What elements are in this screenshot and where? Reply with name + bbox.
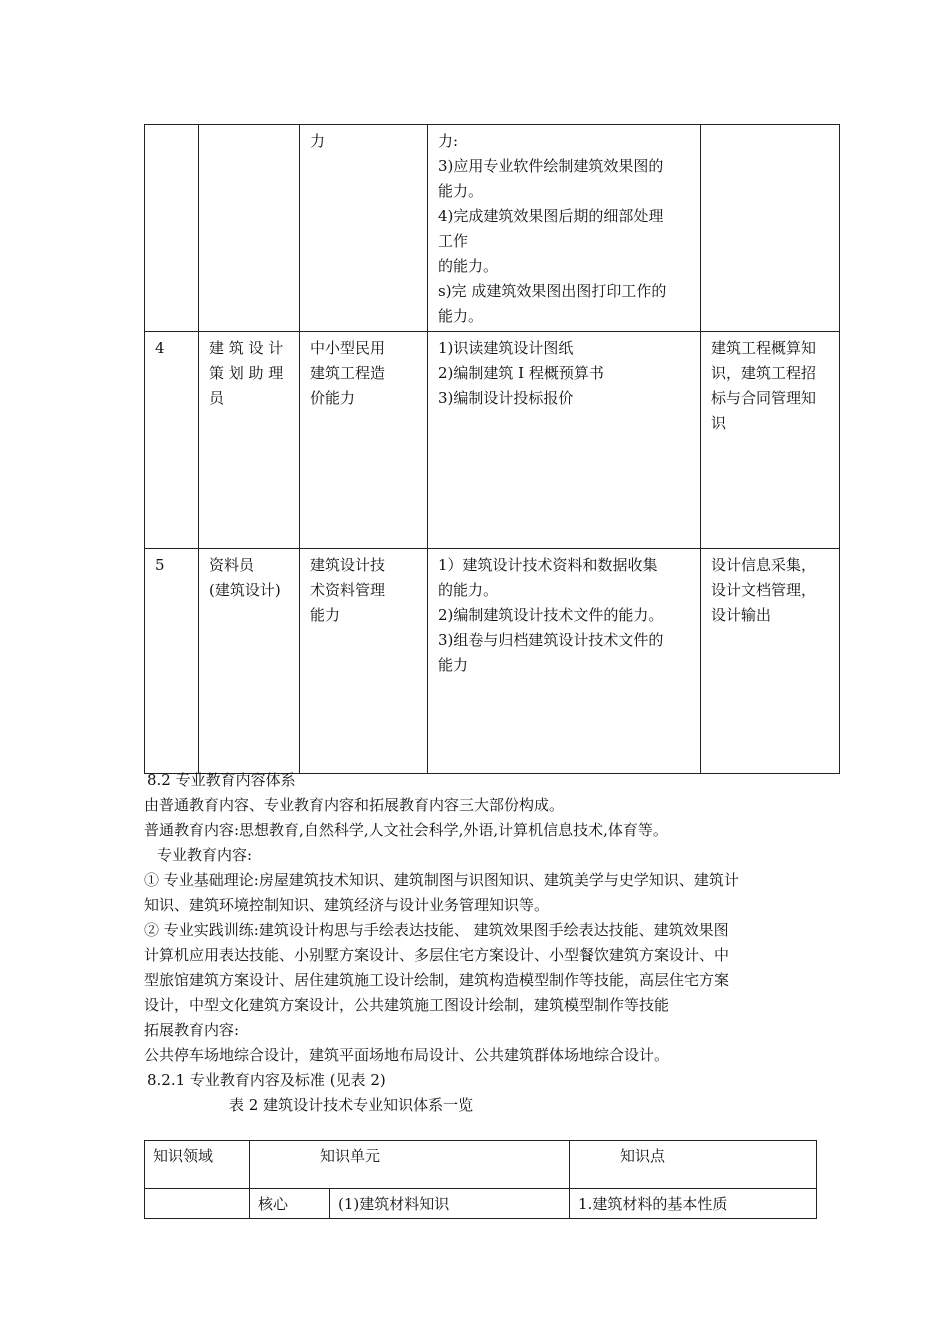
paragraph-foundation-theory — [144, 868, 824, 918]
cell-knowledge — [701, 332, 840, 549]
text-line: ① 专业基础理论:房屋建筑技术知识、建筑制图与识图知识、建筑美学与史学知识、建筑计 — [144, 871, 739, 889]
paragraph: 公共停车场地综合设计，建筑平面场地布局设计、公共建筑群体场地综合设计。 — [144, 1046, 670, 1064]
paragraph: 拓展教育内容: — [144, 1021, 240, 1039]
section-heading-8-2-1: 8.2.1 专业教育内容及标准 (见表 2) — [147, 1071, 386, 1089]
table-row — [145, 125, 840, 332]
cell-area — [145, 1189, 250, 1219]
text-line: 知识、建筑环境控制知识、建筑经济与设计业务管理知识等。 — [144, 896, 550, 914]
text-line: 中小型民用 — [310, 339, 386, 357]
text-line: 资料员 — [209, 556, 255, 574]
table-caption: 表 2 建筑设计技术专业知识体系一览 — [229, 1096, 474, 1114]
table-row — [145, 549, 840, 774]
text-line: 建筑工程造 — [310, 364, 386, 382]
text-line: 建 筑 设 计 — [209, 339, 284, 357]
cell-no: 4 — [145, 332, 199, 549]
text-line: 力: — [438, 132, 459, 150]
text-line: 的能力。 — [438, 581, 499, 599]
cell-knowledge — [701, 125, 840, 332]
table-header-row — [145, 1141, 817, 1189]
text-line: 型旅馆建筑方案设计、居住建筑施工设计绘制，建筑构造模型制作等技能，高层住宅方案 — [144, 971, 730, 989]
cell-position — [199, 549, 300, 774]
text-line: ② 专业实践训练:建筑设计构思与手绘表达技能、 建筑效果图手绘表达技能、建筑效果图 — [144, 921, 729, 939]
text-line: 计算机应用表达技能、小别墅方案设计、多层住宅方案设计、小型餐饮建筑方案设计、中 — [144, 946, 730, 964]
cell-category: 核心 — [250, 1189, 330, 1219]
knowledge-system-table — [144, 1140, 817, 1219]
text-line: 设计，中型文化建筑方案设计，公共建筑施工图设计绘制，建筑模型制作等技能 — [144, 996, 670, 1014]
text-line: 的能力。 — [438, 257, 499, 275]
text-line: 3)编制设计投标报价 — [438, 389, 574, 407]
text-line: 标与合同管理知 — [711, 389, 817, 407]
text-line: 力 — [310, 132, 326, 150]
text-line: 识 — [711, 414, 727, 432]
text-line: 3)组卷与归档建筑设计技术文件的 — [438, 631, 664, 649]
text-line: 设计输出 — [711, 606, 772, 624]
paragraph: 专业教育内容: — [157, 846, 253, 864]
cell-no — [145, 125, 199, 332]
cell-ability — [300, 332, 428, 549]
text-line: 2)编制建筑设计技术文件的能力。 — [438, 606, 664, 624]
text-line: 能力 — [438, 656, 469, 674]
cell-position — [199, 125, 300, 332]
text-line: 建筑工程概算知 — [711, 339, 817, 357]
text-line: 1）建筑设计技术资料和数据收集 — [438, 556, 658, 574]
cell-ability — [300, 549, 428, 774]
occupation-ability-table — [144, 124, 840, 774]
text-line: (建筑设计) — [209, 581, 281, 599]
text-line: 设计文档管理， — [711, 581, 817, 599]
cell-details — [428, 125, 701, 332]
header-knowledge-area: 知识领域 — [145, 1141, 250, 1189]
header-knowledge-point: 知识点 — [570, 1141, 817, 1189]
section-heading-8-2: 8.2 专业教育内容体系 — [147, 771, 296, 789]
text-line: 策 划 助 理 — [209, 364, 284, 382]
text-line: 识，建筑工程招 — [711, 364, 817, 382]
table-row — [145, 332, 840, 549]
text-line: 3)应用专业软件绘制建筑效果图的 — [438, 157, 664, 175]
text-line: 4)完成建筑效果图后期的细部处理 — [438, 207, 664, 225]
text-line: 能力。 — [438, 182, 484, 200]
text-line: 2)编制建筑 I 程概预算书 — [438, 364, 604, 382]
paragraph: 普通教育内容:思想教育,自然科学,人文社会科学,外语,计算机信息技术,体育等。 — [144, 821, 668, 839]
paragraph-practice-training — [144, 918, 824, 1018]
text-line: 员 — [209, 389, 225, 407]
cell-details — [428, 549, 701, 774]
text-line: 术资料管理 — [310, 581, 386, 599]
cell-point: 1.建筑材料的基本性质 — [570, 1189, 817, 1219]
cell-position — [199, 332, 300, 549]
text-line: s)完 成建筑效果图出图打印工作的 — [438, 282, 667, 300]
text-line: 1)识读建筑设计图纸 — [438, 339, 574, 357]
cell-unit: (1)建筑材料知识 — [330, 1189, 570, 1219]
cell-no: 5 — [145, 549, 199, 774]
table-row — [145, 1189, 817, 1219]
text-line: 设计信息采集， — [711, 556, 817, 574]
cell-details — [428, 332, 701, 549]
text-line: 能力。 — [438, 307, 484, 325]
text-line: 建筑设计技 — [310, 556, 386, 574]
paragraph: 由普通教育内容、专业教育内容和拓展教育内容三大部份构成。 — [144, 796, 565, 814]
text-line: 能力 — [310, 606, 341, 624]
cell-knowledge — [701, 549, 840, 774]
text-line: 工作 — [438, 232, 469, 250]
cell-ability — [300, 125, 428, 332]
header-knowledge-unit: 知识单元 — [250, 1141, 570, 1189]
text-line: 价能力 — [310, 389, 356, 407]
